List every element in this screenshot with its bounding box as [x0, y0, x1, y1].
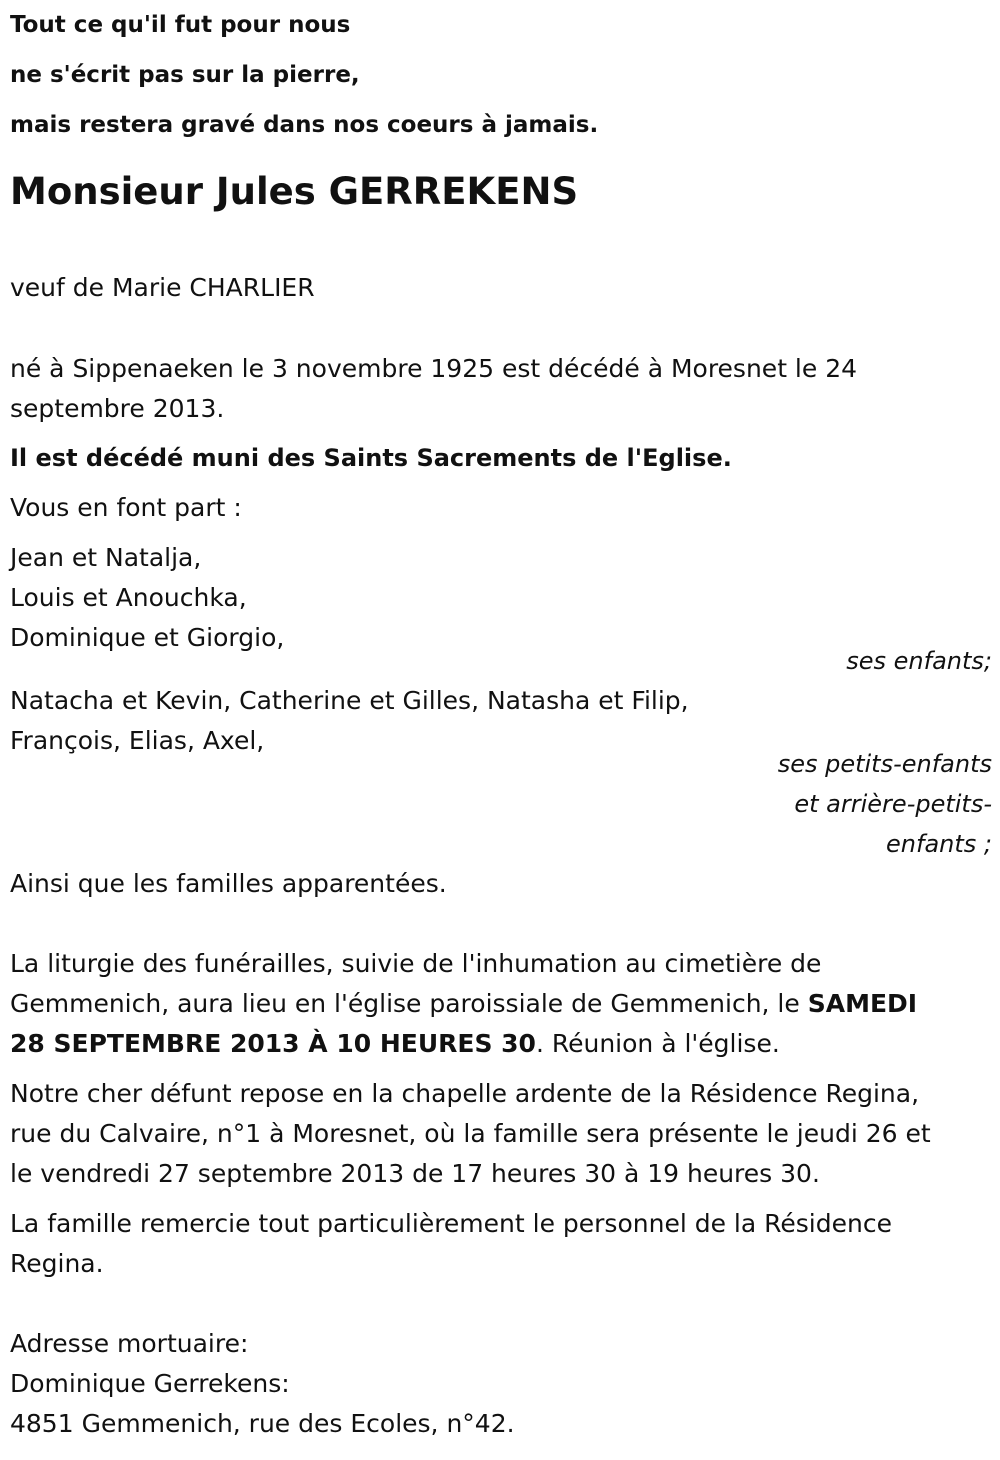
birth-death-info — [10, 349, 992, 429]
funeral-details — [10, 944, 992, 1064]
birth-death-line-1: né à Sippenaeken le 3 novembre 1925 est décédé à Moresnet le 24 — [10, 354, 858, 383]
grandchildren-role-line: et arrière-petits- — [794, 790, 992, 818]
funeral-line-1: La liturgie des funérailles, suivie de l'inhumation au cimetière de — [10, 949, 822, 978]
address-contact: Dominique Gerrekens: — [10, 1369, 290, 1398]
funeral-date-time: 28 SEPTEMBRE 2013 À 10 HEURES 30 — [10, 1029, 536, 1058]
rest-line-2: rue du Calvaire, n°1 à Moresnet, où la famille sera présente le jeudi 26 et — [10, 1119, 931, 1148]
birth-death-line-2: septembre 2013. — [10, 394, 225, 423]
children-role: ses enfants; — [846, 647, 992, 675]
quote-line-3: mais restera gravé dans nos coeurs à jamais. — [10, 112, 599, 138]
deceased-name: Monsieur Jules GERREKENS — [10, 170, 579, 213]
child-name: Jean et Natalja, — [10, 543, 202, 572]
sacraments-statement: Il est décédé muni des Saints Sacrements de l'Eglise. — [10, 444, 732, 472]
grandchildren-role-line: enfants ; — [886, 830, 992, 858]
grandchildren-role-line: ses petits-enfants — [777, 750, 992, 778]
thanks-note — [10, 1204, 992, 1284]
funeral-line-2 — [10, 984, 992, 1024]
obituary-notice — [10, 0, 992, 1444]
child-name: Louis et Anouchka, — [10, 583, 247, 612]
rest-line-3: le vendredi 27 septembre 2013 de 17 heures 30 à 19 heures 30. — [10, 1159, 820, 1188]
funeral-day: SAMEDI — [807, 989, 918, 1018]
address-label: Adresse mortuaire: — [10, 1329, 249, 1358]
funeral-line-3 — [10, 1024, 992, 1064]
address-street: 4851 Gemmenich, rue des Ecoles, n°42. — [10, 1409, 515, 1438]
mortuary-address — [10, 1324, 992, 1444]
grandchildren-role — [752, 744, 992, 864]
widow-of: veuf de Marie CHARLIER — [10, 273, 315, 302]
children-list — [10, 538, 992, 658]
grandchild-names: Natacha et Kevin, Catherine et Gilles, Natasha et Filip, — [10, 686, 689, 715]
grandchild-names: François, Elias, Axel, — [10, 726, 265, 755]
funeral-meeting: . Réunion à l'église. — [535, 1029, 780, 1058]
thanks-line-2: Regina. — [10, 1249, 104, 1278]
announcement: Vous en font part : — [10, 493, 242, 522]
resting-place — [10, 1074, 992, 1194]
related-families: Ainsi que les familles apparentées. — [10, 869, 447, 898]
child-name: Dominique et Giorgio, — [10, 623, 285, 652]
rest-line-1: Notre cher défunt repose en la chapelle ardente de la Résidence Regina, — [10, 1079, 920, 1108]
funeral-line-2-text: Gemmenich, aura lieu en l'église paroissiale de Gemmenich, le — [10, 989, 808, 1018]
thanks-line-1: La famille remercie tout particulièrement le personnel de la Résidence — [10, 1209, 892, 1238]
quote-line-2: ne s'écrit pas sur la pierre, — [10, 62, 360, 88]
quote-line-1: Tout ce qu'il fut pour nous — [10, 12, 351, 38]
